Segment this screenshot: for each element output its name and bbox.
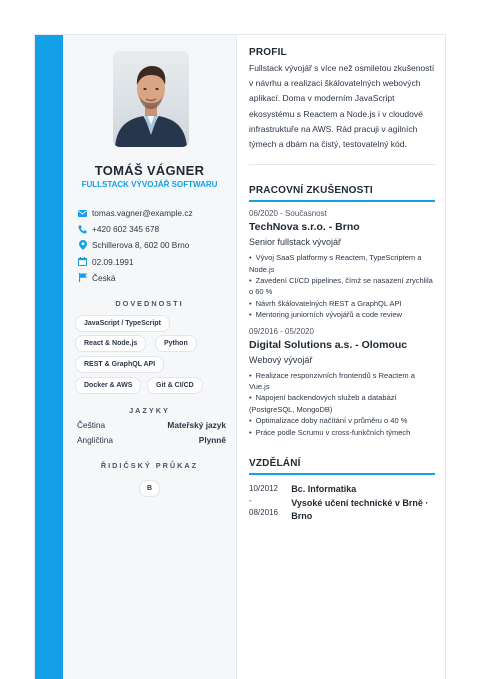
language-level: Mateřský jazyk (167, 420, 226, 430)
flag-icon (77, 273, 88, 282)
phone-icon (77, 225, 88, 234)
language-row (77, 420, 226, 430)
mail-icon (77, 210, 88, 217)
job-company: TechNova s.r.o. - Brno (249, 221, 360, 234)
job-bullets (249, 252, 435, 320)
language-name: Angličtina (77, 435, 113, 445)
contact-email[interactable] (77, 205, 193, 221)
languages-heading: JAZYKY (129, 406, 170, 415)
accent-bar (35, 35, 63, 679)
portrait-image (113, 51, 189, 147)
language-level: Plynně (198, 435, 226, 445)
license-chip: B (139, 480, 160, 497)
education-entry (249, 483, 435, 524)
job-bullet: • Návrh škálovatelných REST a GraphQL API (249, 298, 435, 309)
education-rule (249, 473, 435, 475)
contact-nationality (77, 270, 193, 286)
skills-heading: DOVEDNOSTI (115, 299, 184, 308)
education-dates: 10/2012 - 08/2016 (249, 484, 278, 518)
job-bullet: • Zavedení CI/CD pipelines, čímž se nasazení zrychlila o 60 % (249, 275, 435, 298)
job-bullet: • Práce podle Scrumu v cross-funkčních týmech (249, 427, 435, 438)
resume-page (34, 34, 446, 679)
contact-phone[interactable] (77, 221, 193, 237)
location-icon (77, 240, 88, 250)
education-body (291, 483, 435, 524)
contact-nationality-text: Česká (92, 272, 116, 283)
skill-chip: Docker & AWS (75, 377, 141, 394)
education-degree: Bc. Informatika (291, 484, 357, 495)
job-entry (249, 327, 435, 438)
job-role: Senior fullstack vývojář (249, 237, 342, 248)
divider (249, 164, 435, 165)
profile-heading: PROFIL (249, 47, 287, 58)
job-company: Digital Solutions a.s. - Olomouc (249, 338, 408, 351)
contact-birthdate (77, 254, 193, 270)
job-bullets (249, 370, 435, 438)
experience-heading: PRACOVNÍ ZKUŠENOSTI (249, 185, 373, 197)
contact-address-text: Schillerova 8, 602 00 Brno (92, 240, 190, 251)
contact-address (77, 237, 193, 253)
license-heading: ŘIDIČSKÝ PRŮKAZ (100, 461, 199, 470)
experience-rule (249, 200, 435, 202)
skill-chip: Python (155, 335, 197, 352)
contact-phone-text: +420 602 345 678 (92, 224, 160, 235)
profile-photo (113, 51, 189, 147)
sidebar (63, 35, 237, 679)
education-school: Vysoké učení technické v Brně · Brno (291, 497, 429, 522)
skill-chip: React & Node.js (75, 335, 146, 352)
person-title: FULLSTACK VÝVOJÁŘ SOFTWARU (81, 180, 218, 189)
license-wrap (63, 477, 236, 497)
language-row (77, 435, 226, 445)
skill-chip: Git & CI/CD (147, 377, 203, 394)
job-dates: 09/2016 - 05/2020 (249, 326, 314, 336)
person-name: TOMÁŠ VÁGNER (94, 163, 205, 178)
language-name: Čeština (77, 420, 106, 430)
job-bullet: • Vývoj SaaS platformy s Reactem, TypeScriptem a Node.js (249, 252, 435, 275)
job-bullet: • Napojení backendových služeb a databází (PostgreSQL, MongoDB) (249, 392, 435, 415)
main-content (237, 35, 445, 679)
contact-email-text: tomas.vagner@example.cz (92, 208, 193, 219)
contact-birthdate-text: 02.09.1991 (92, 256, 134, 267)
education-heading: VZDĚLÁNÍ (249, 458, 301, 470)
job-bullet: • Realizace responzivních frontendů s Reactem a Vue.js (249, 370, 435, 393)
job-role: Webový vývojář (249, 354, 313, 365)
skill-chip: JavaScript / TypeScript (75, 315, 170, 332)
job-dates: 06/2020 - Současnost (249, 209, 327, 219)
job-bullet: • Mentoring juniorních vývojářů a code review (249, 309, 435, 320)
contact-list (77, 205, 193, 286)
skill-chip: REST & GraphQL API (75, 356, 164, 373)
calendar-icon (77, 257, 88, 266)
job-bullet: • Optimalizace doby načítání v průměru o 40 % (249, 415, 435, 426)
job-entry (249, 209, 435, 320)
profile-text: Fullstack vývojář s více než osmiletou zkušeností v návrhu a realizaci škálovatelných webových aplikací. Doma v moderním JavaScript ekosystému s Reactem a Node.js i v cloudové infrastruktuře na AWS. Rád pracuji v agilních týmech a dbám na čistý, testovatelný kód. (249, 63, 435, 150)
